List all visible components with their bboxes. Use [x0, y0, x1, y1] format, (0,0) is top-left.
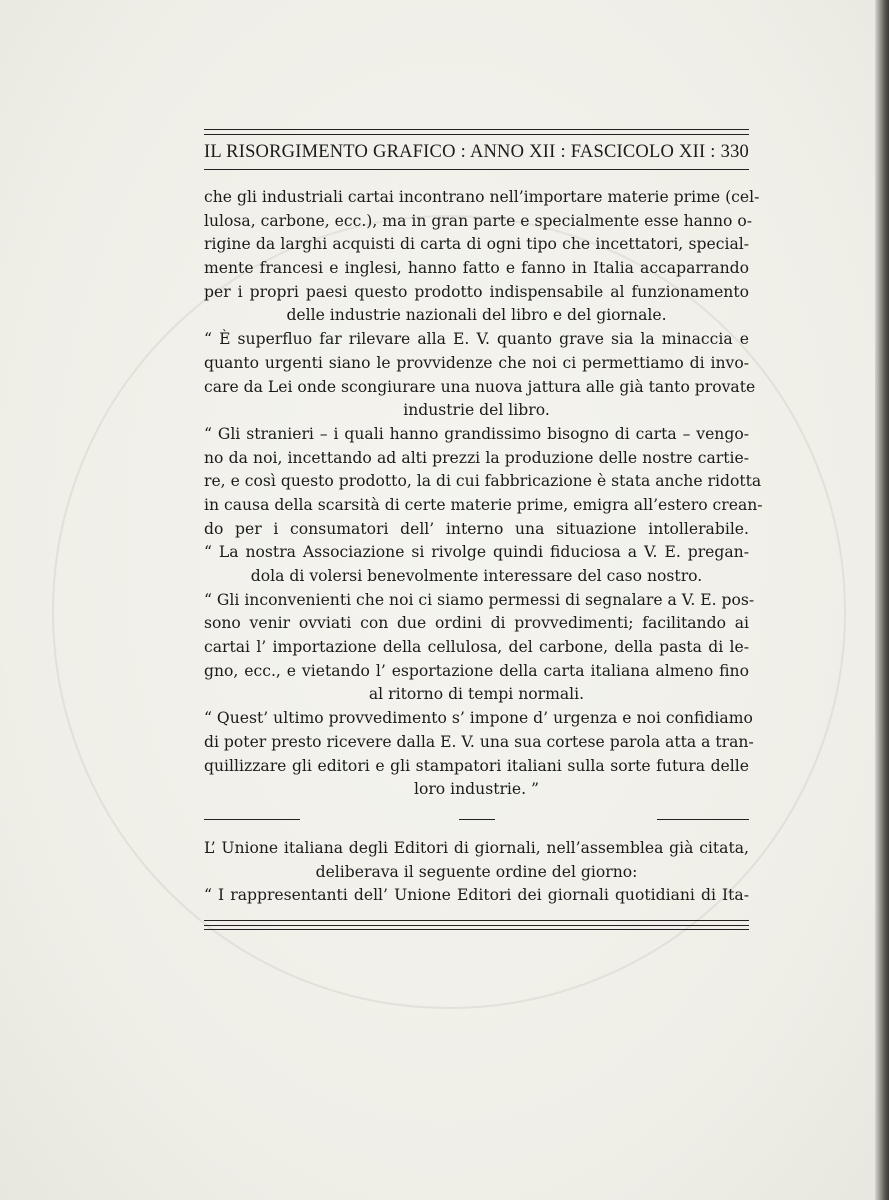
text-line: care da Lei onde scongiurare una nuova jattura alle già tanto provate	[204, 377, 756, 396]
text-line: rigine da larghi acquisti di carta di ogni tipo che incettatori, special-	[204, 235, 749, 254]
separator-left	[204, 819, 300, 820]
text-line: delle industrie nazionali del libro e del giornale.	[286, 306, 667, 325]
text-line: lulosa, carbone, ecc.), ma in gran parte e specialmente esse hanno o-	[204, 211, 753, 230]
text-line: sono venir ovviati con due ordini di provvedimenti; facilitando ai	[204, 614, 749, 633]
running-header	[204, 142, 749, 163]
text-line: di poter presto ricevere dalla E. V. una sua cortese parola atta a tran-	[204, 732, 754, 751]
text-line: “ Quest’ ultimo provvedimento s’ impone d’ urgenza e noi confidiamo	[204, 709, 753, 728]
separator-center	[459, 819, 495, 820]
separator-right	[657, 819, 749, 820]
text-line: quillizzare gli editori e gli stampatori italiani sulla sorte futura delle	[204, 756, 749, 775]
text-line: quanto urgenti siano le provvidenze che noi ci permettiamo di invo-	[204, 353, 749, 372]
text-line: al ritorno di tempi normali.	[368, 685, 585, 704]
text-line: per i propri paesi questo prodotto indispensabile al funzionamento	[204, 282, 749, 301]
text-line: L’ Unione italiana degli Editori di giornali, nell’assemblea già citata,	[204, 839, 749, 857]
text-line: “ Gli stranieri – i quali hanno grandissimo bisogno di carta – vengo-	[204, 424, 749, 443]
text-line: “ È superfluo far rilevare alla E. V. quanto grave sia la minaccia e	[204, 330, 749, 349]
header-top-rule	[204, 129, 749, 135]
text-line: “ La nostra Associazione si rivolge quindi fiduciosa a V. E. pregan-	[204, 543, 749, 562]
text-line: loro industrie. ”	[413, 780, 540, 799]
text-line: no da noi, incettando ad alti prezzi la produzione delle nostre cartie-	[204, 448, 749, 467]
text-line: che gli industriali cartai incontrano nell’importare materie prime (cel-	[204, 188, 760, 206]
page-edge-shadow	[875, 0, 889, 1200]
after-text	[204, 837, 749, 908]
text-line: dola di volersi benevolmente interessare del caso nostro.	[250, 567, 703, 585]
text-line: do per i consumatori dell’ interno una situazione intollerabile.	[204, 519, 749, 538]
running-header-text: IL RISORGIMENTO GRAFICO : ANNO XII : FASCICOLO XII : 330	[204, 142, 749, 162]
text-line: gno, ecc., e vietando l’ esportazione della carta italiana almeno fino	[204, 661, 749, 680]
footer-rule	[204, 920, 749, 926]
text-line: cartai l’ importazione della cellulosa, del carbone, della pasta di le-	[204, 638, 749, 657]
footer-rule-lower	[204, 929, 749, 931]
text-line: re, e così questo prodotto, la di cui fabbricazione è stata anche ridotta	[204, 472, 762, 491]
header-bottom-rule	[204, 169, 749, 174]
text-line: mente francesi e inglesi, hanno fatto e fanno in Italia accaparrando	[204, 259, 749, 278]
text-line: in causa della scarsità di certe materie prime, emigra all’estero crean-	[204, 495, 763, 514]
text-line: “ I rappresentanti dell’ Unione Editori dei giornali quotidiani di Ita-	[204, 886, 749, 905]
text-line: deliberava il seguente ordine del giorno:	[315, 862, 638, 881]
body-text	[204, 186, 763, 802]
text-line: “ Gli inconvenienti che noi ci siamo permessi di segnalare a V. E. pos-	[204, 590, 755, 609]
text-line: industrie del libro.	[403, 401, 550, 420]
